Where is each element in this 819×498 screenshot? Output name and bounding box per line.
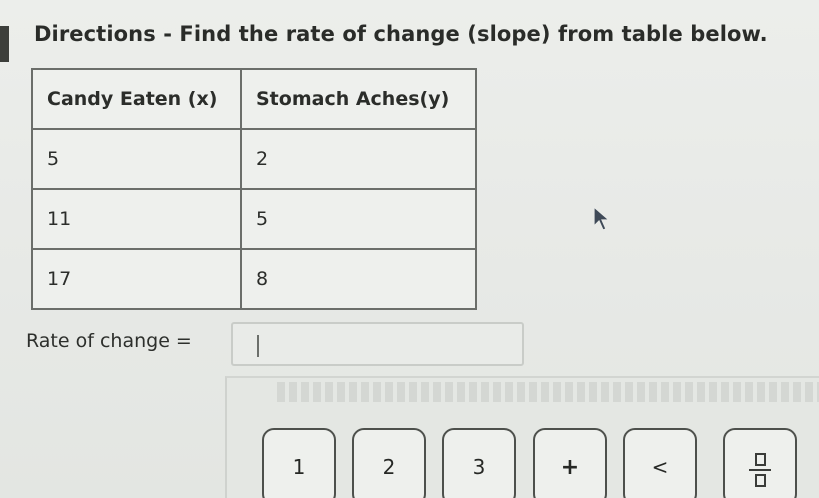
keypad-drag-handle[interactable] xyxy=(277,382,819,402)
fraction-icon xyxy=(749,453,771,487)
data-table xyxy=(31,68,477,310)
column-header-x: Candy Eaten (x) xyxy=(32,69,241,129)
key-fraction-button[interactable] xyxy=(723,428,797,498)
table-cell-y: 8 xyxy=(241,249,476,309)
key-less-than-button[interactable]: < xyxy=(623,428,697,498)
table-cell-y: 5 xyxy=(241,189,476,249)
left-accent-bar xyxy=(0,26,9,62)
mouse-cursor-icon xyxy=(593,206,611,232)
directions-text: Directions - Find the rate of change (slope) from table below. xyxy=(34,22,768,46)
table-row xyxy=(32,189,476,249)
text-caret xyxy=(257,335,259,357)
table-cell-x: 17 xyxy=(32,249,241,309)
rate-of-change-input[interactable] xyxy=(231,322,524,366)
key-2-button[interactable]: 2 xyxy=(352,428,426,498)
table-cell-y: 2 xyxy=(241,129,476,189)
key-1-button[interactable]: 1 xyxy=(262,428,336,498)
table-header-row xyxy=(32,69,476,129)
table-row xyxy=(32,249,476,309)
column-header-y: Stomach Aches(y) xyxy=(241,69,476,129)
table-cell-x: 11 xyxy=(32,189,241,249)
key-plus-button[interactable]: + xyxy=(533,428,607,498)
table-cell-x: 5 xyxy=(32,129,241,189)
rate-of-change-label: Rate of change = xyxy=(26,330,192,352)
table-row xyxy=(32,129,476,189)
key-3-button[interactable]: 3 xyxy=(442,428,516,498)
